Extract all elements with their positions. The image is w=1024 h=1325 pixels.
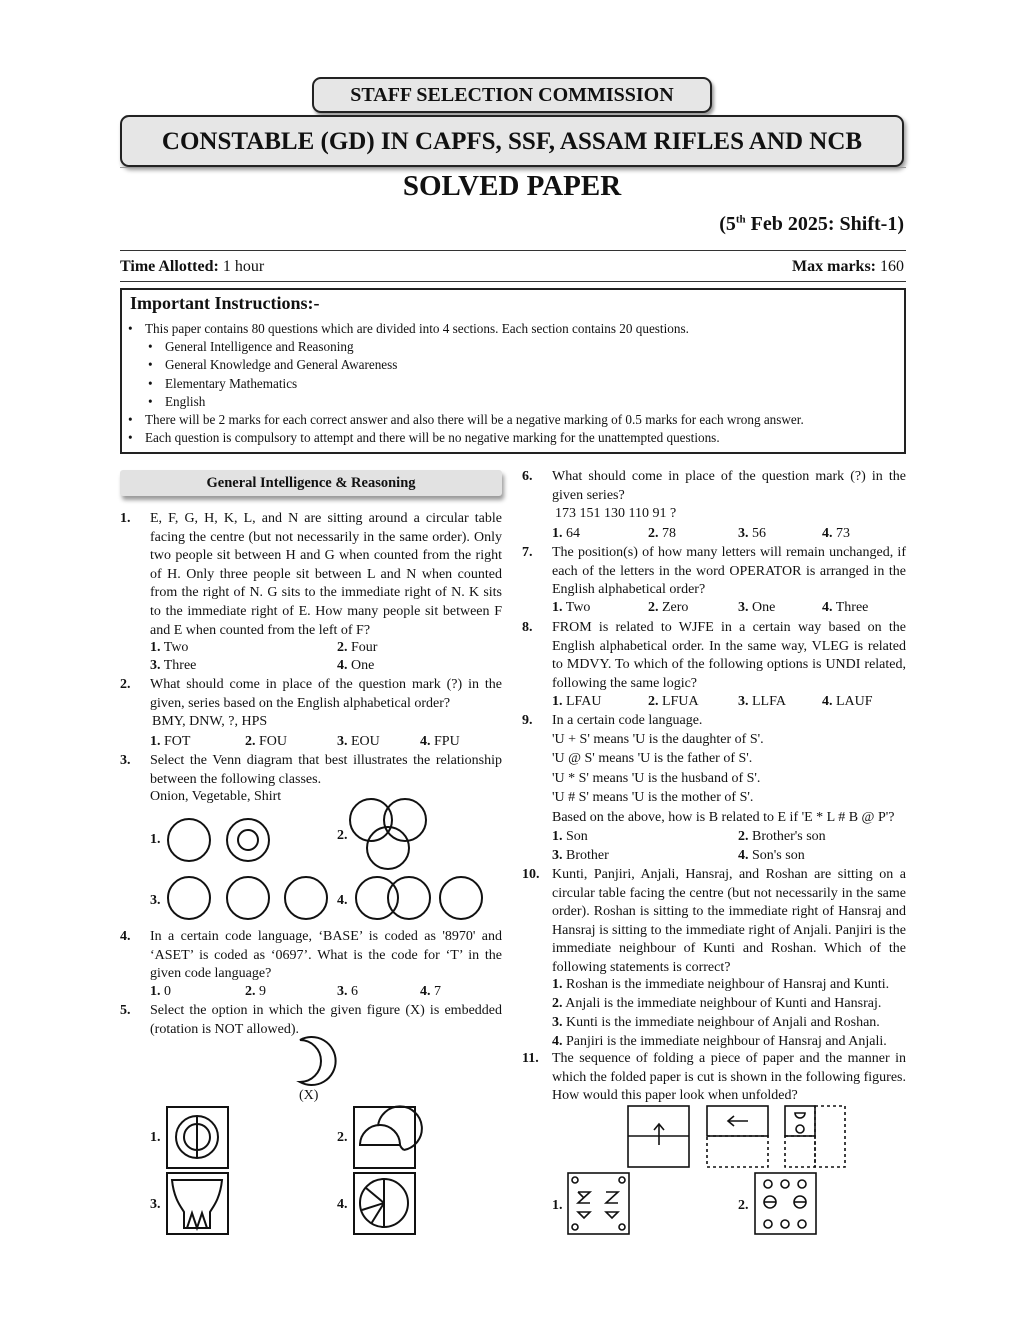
commission-title: STAFF SELECTION COMMISSION — [312, 77, 712, 113]
paper-title: SOLVED PAPER — [402, 170, 622, 202]
time-allotted: Time Allotted: 1 hour — [120, 258, 265, 275]
instruction-sub-item: • General Intelligence and Reasoning — [148, 339, 354, 355]
exam-date: (5th Feb 2025: Shift-1) — [719, 213, 904, 235]
section-heading: General Intelligence & Reasoning — [120, 470, 502, 496]
instructions-heading: Important Instructions:- — [130, 293, 320, 313]
figure-x-label: (X) — [299, 1088, 319, 1103]
instruction-sub-item: • General Knowledge and General Awareness — [148, 357, 398, 373]
instruction-item: • This paper contains 80 questions which are divided into 4 sections. Each section contains 20 questions. — [128, 321, 689, 336]
instruction-item: • There will be 2 marks for each correct answer and also there will be a negative marking of 0.5 marks for each wrong answer. — [128, 412, 804, 428]
exam-title: CONSTABLE (GD) IN CAPFS, SSF, ASSAM RIFLES AND NCB — [120, 115, 904, 167]
instruction-sub-item: • English — [148, 393, 206, 409]
instruction-sub-item: • Elementary Mathematics — [148, 375, 298, 391]
instruction-item: • Each question is compulsory to attempt and there will be no negative marking for the unattempted questions. — [128, 430, 720, 446]
max-marks: Max marks: 160 — [792, 258, 904, 275]
